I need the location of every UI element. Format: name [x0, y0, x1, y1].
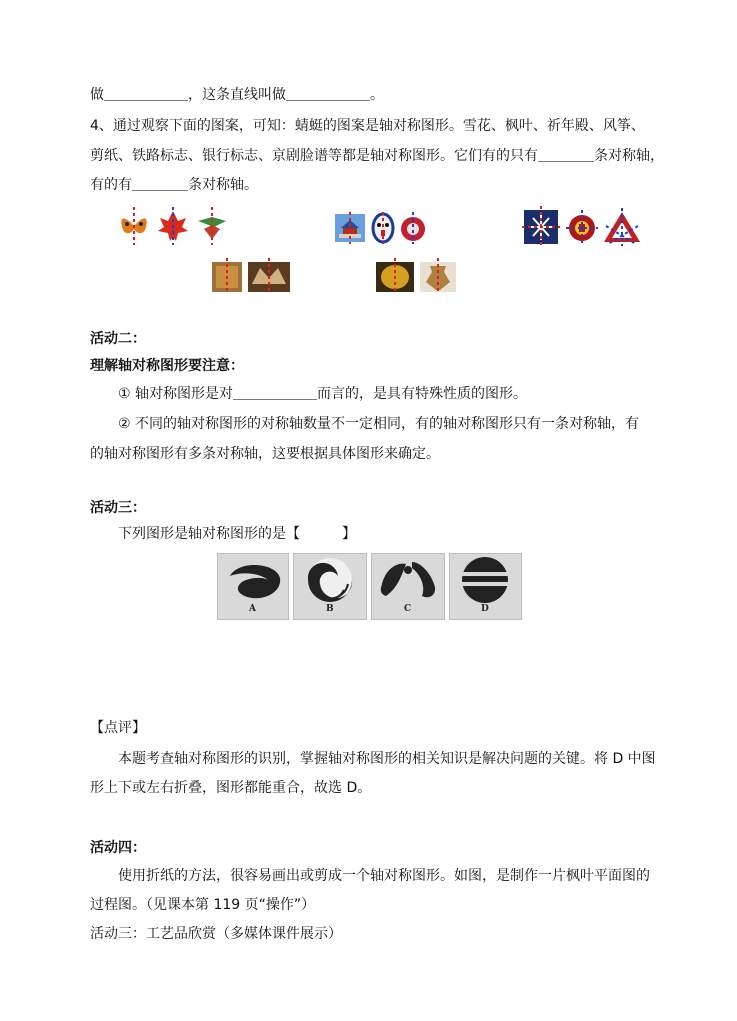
activity-2-point-2a: ② 不同的轴对称图形的对称轴数量不一定相同，有的轴对称图形只有一条对称轴，有: [118, 416, 639, 432]
text-line-1: 做＿＿＿＿＿＿，这条直线叫做＿＿＿＿＿＿。: [90, 87, 384, 103]
gold-mask-image: [376, 258, 414, 294]
review-paragraph-1: 本题考查轴对称图形的识别，掌握轴对称图形的相关知识是解决问题的关键。将 D 中图: [118, 751, 656, 767]
option-b-figure: [293, 553, 367, 620]
activity-4-paragraph-3: 活动三：工艺品欣赏（多媒体课件展示）: [90, 926, 342, 942]
snowflake-image: [522, 206, 560, 248]
kite-image: [198, 207, 226, 245]
review-paragraph-2: 形上下或左右折叠，图形都能重合，故选 D。: [90, 780, 372, 796]
activity-4-title: 活动四：: [90, 840, 146, 856]
bronze-vessel-image: [212, 258, 242, 294]
review-title: 【点评】: [90, 720, 146, 736]
temple-opera-mask-pictures: [335, 212, 430, 244]
activity-2-point-2b: 的轴对称图形有多条对称轴，这要根据具体图形来确定。: [90, 446, 440, 462]
option-a-figure: [217, 553, 289, 620]
vase-image: [420, 258, 456, 294]
option-d-figure: [449, 553, 522, 620]
option-c-label: C: [404, 604, 412, 614]
temple-image: [335, 212, 365, 244]
maple-leaf-image: [158, 207, 188, 245]
activity-2-point-1: ① 轴对称图形是对＿＿＿＿＿＿而言的，是具有特殊性质的图形。: [118, 386, 527, 402]
vessel-pictures-left: [210, 258, 292, 294]
vessel-pictures-right: [374, 258, 458, 294]
option-b-label: B: [326, 604, 334, 614]
text-line-3: 剪纸、铁路标志、银行标志、京剧脸谱等都是轴对称图形。它们有的只有＿＿＿＿条对称轴，: [90, 148, 664, 164]
option-c-figure: [371, 553, 445, 620]
opera-mask-image: [373, 212, 393, 244]
paper-cut-image: [401, 212, 425, 244]
activity-4-paragraph-1: 使用折纸的方法，很容易画出或剪成一个轴对称图形。如图，是制作一片枫叶平面图的: [118, 868, 650, 884]
text-line-2: 4、通过观察下面的图案，可知：蜻蜓的图案是轴对称图形。雪花、枫叶、祈年殿、风筝、: [90, 118, 645, 134]
activity-3-question: 下列图形是轴对称图形的是【 】: [118, 526, 356, 542]
snowflake-bank-railway-pictures: [522, 206, 644, 248]
bank-logo-image: [566, 210, 598, 246]
activity-2-title: 活动二：: [90, 331, 146, 347]
carving-image: [248, 258, 290, 294]
activity-4-paragraph-2: 过程图。（见课本第 119 页“操作”）: [90, 897, 316, 913]
railway-logo-image: [604, 208, 640, 246]
activity-3-title: 活动三：: [90, 500, 146, 516]
option-a-label: A: [249, 604, 256, 614]
butterfly-image: [121, 207, 146, 245]
activity-2-subtitle: 理解轴对称图形要注意：: [90, 358, 244, 374]
text-line-4: 有的有＿＿＿＿条对称轴。: [90, 177, 258, 193]
option-d-label: D: [481, 604, 489, 614]
butterfly-leaf-kite-pictures: [118, 205, 230, 247]
